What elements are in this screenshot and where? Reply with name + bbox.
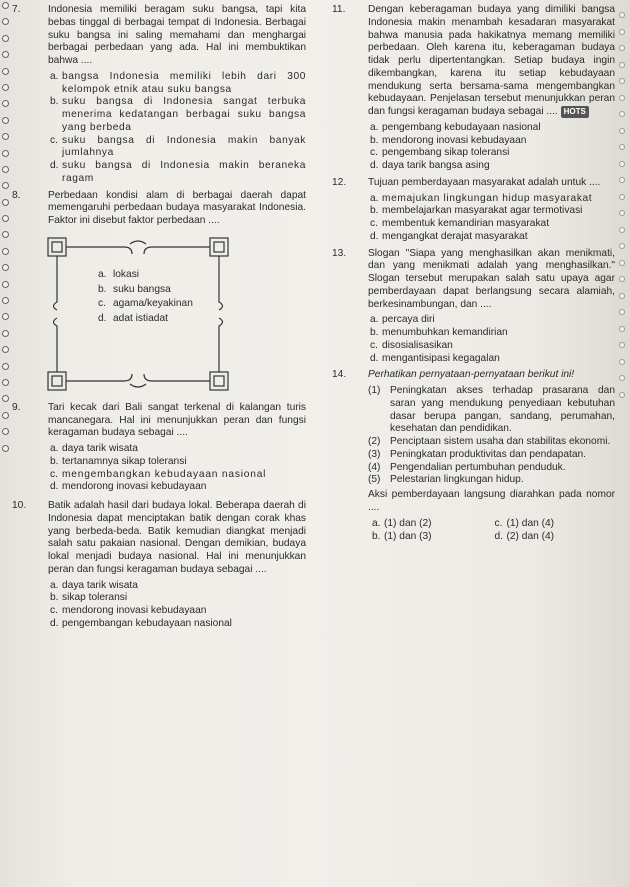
option-d[interactable]: d. mendorong inovasi kebudayaan [50,481,207,493]
option-d[interactable]: d. mengantisipasi kegagalan [370,352,500,364]
option-d[interactable]: d. adat istiadat [98,313,168,325]
hots-badge: HOTS [561,106,589,118]
option-c[interactable]: c. mendorong inovasi kebudayaan [50,605,207,616]
question-number: 14. [332,369,347,381]
binder-rings-right [619,12,627,408]
question-7 [10,4,306,186]
option-d[interactable]: d. mengangkat derajat masyarakat [370,230,528,242]
right-column [330,4,615,547]
statement-list [368,385,615,487]
option-b[interactable]: b. suku bangsa [98,283,171,295]
option-a[interactable]: a. bangsa Indonesia memiliki lebih dari 300 kelompok etnik atau suku bangsa [50,70,306,95]
option-a[interactable]: a. pengembang kebudayaan nasional [370,121,541,133]
option-d[interactable]: d. suku bangsa di Indonesia makin beraneka ragam [50,160,306,184]
question-stem: Perbedaan kondisi alam di berbagai daerah dapat memengaruhi perbedaan budaya masyarakat Indonesia. Faktor ini disebut faktor perbedaan .... [48,189,306,226]
question-14 [330,369,615,544]
option-a[interactable]: a. daya tarik wisata [50,579,138,591]
question-13 [330,248,615,366]
option-a[interactable]: a. percaya diri [370,314,435,326]
option-c[interactable]: c. membentuk kemandirian masyarakat [370,218,550,229]
option-c[interactable]: c. agama/keyakinan [98,298,193,310]
question-8 [10,190,306,231]
question-stem: Dengan keberagaman budaya yang dimiliki bangsa Indonesia makin menambah kesadaran masyarakat bahwa manusia pada hakikatnya memang memiliki perbedaan. Oleh karena itu, keberagaman budaya tidak perlu dipertentangkan. Setiap budaya ingin dikembangkan, karena itu setiap kebudayaan mendukung serta bersama-sama mengembangkan kebudayaan. Penjelasan tersebut menunjukkan peran dan fungsi keragaman budaya sebagai .... HOTS [368,4,615,117]
decorative-frame [44,234,232,394]
question-number: 11. [332,4,346,15]
option-c[interactable]: c. (1) dan (4) [494,517,555,529]
list-item: (4) Pengendalian pertumbuhan penduduk. [368,461,566,473]
question-stem: Batik adalah hasil dari budaya lokal. Beberapa daerah di Indonesia dapat menciptakan batik dengan corak khas yang berbeda-beda. Batik kemudian diangkat menjadi salah satu pakaian nasional. Dengan demikian, budaya lokal menjadi budaya nasional. Hal ini menunjukkan peran dan fungsi keragaman budaya sebagai .... [48,500,306,575]
question-11 [330,4,615,173]
list-item: (3) Peningkatan produktivitas dan pendapatan. [368,448,586,460]
option-b[interactable]: b. menumbuhkan kemandirian [370,327,508,338]
question-12 [330,177,615,244]
question-number: 10. [12,500,27,511]
question-stem: Tujuan pemberdayaan masyarakat adalah untuk .... [368,176,601,188]
question-number: 7. [12,4,21,15]
option-a[interactable]: a. (1) dan (2) [372,517,432,529]
option-b[interactable]: b. membelajarkan masyarakat agar termotivasi [370,205,583,217]
option-d[interactable]: d. daya tarik bangsa asing [370,160,490,171]
question-number: 13. [332,247,347,259]
question-stem: Indonesia memiliki beragam suku bangsa, tapi kita bebas tinggal di berbagai tempat di Indonesia. Berbagai suku bangsa ini saling memahami dan menghargai berbagai perbedaan yang ada. Hal ini membuktikan bahwa .... [48,4,306,66]
option-c[interactable]: c. mengembangkan kebudayaan nasional [50,468,267,480]
option-b[interactable]: b. mendorong inovasi kebudayaan [370,134,527,146]
question-stem: Tari kecak dari Bali sangat terkenal di kalangan turis mancanegara. Hal ini menunjukkan peran dan fungsi keragaman budaya sebagai .... [48,401,306,439]
option-d[interactable]: d. pengembangan kebudayaan nasional [50,617,232,629]
question-stem: Perhatikan pernyataan-pernyataan berikut ini! [368,369,575,381]
option-b[interactable]: b. tertanamnya sikap toleransi [50,455,187,467]
left-column [10,4,306,634]
option-a[interactable]: a. memajukan lingkungan hidup masyarakat [370,192,593,204]
option-c[interactable]: c. suku bangsa di Indonesia makin banyak jumlahnya [50,134,306,159]
option-grid [368,518,615,545]
option-a[interactable]: a. daya tarik wisata [50,443,138,454]
question-10 [10,500,306,631]
option-d[interactable]: d. (2) dan (4) [494,531,555,543]
option-b[interactable]: b. sikap toleransi [50,592,128,604]
option-a[interactable]: a. lokasi [98,268,140,280]
question-tail: Aksi pemberdayaan langsung diarahkan pada nomor .... [368,489,615,513]
list-item: (1) Peningkatan akses terhadap prasarana dan saran yang mendukung penyediaan kebutuhan dasar berupa pangan, sandang, perumahan, kesehatan dan pendidikan. [368,385,615,435]
option-c[interactable]: c. disosialisasikan [370,339,453,351]
list-item: (2) Penciptaan sistem usaha dan stabilitas ekonomi. [368,436,611,447]
option-b[interactable]: b. (1) dan (3) [372,531,432,543]
question-number: 9. [12,401,21,413]
list-item: (5) Pelestarian lingkungan hidup. [368,474,524,486]
question-9 [10,402,306,494]
option-c[interactable]: c. pengembang sikap toleransi [370,147,510,159]
question-number: 12. [332,176,347,188]
option-b[interactable]: b. suku bangsa di Indonesia sangat terbuka menerima kedatangan berbagai suku bangsa yang berbeda [50,96,306,133]
question-stem: Slogan "Siapa yang menghasilkan akan menikmati, dan yang menikmati adalah yang menghasilkan." Slogan tersebut merupakan salah satu upaya agar pemberdayaan dapat berlangsung secara alamiah, berkesinambungan, dan .... [368,247,615,310]
question-number: 8. [12,189,21,201]
